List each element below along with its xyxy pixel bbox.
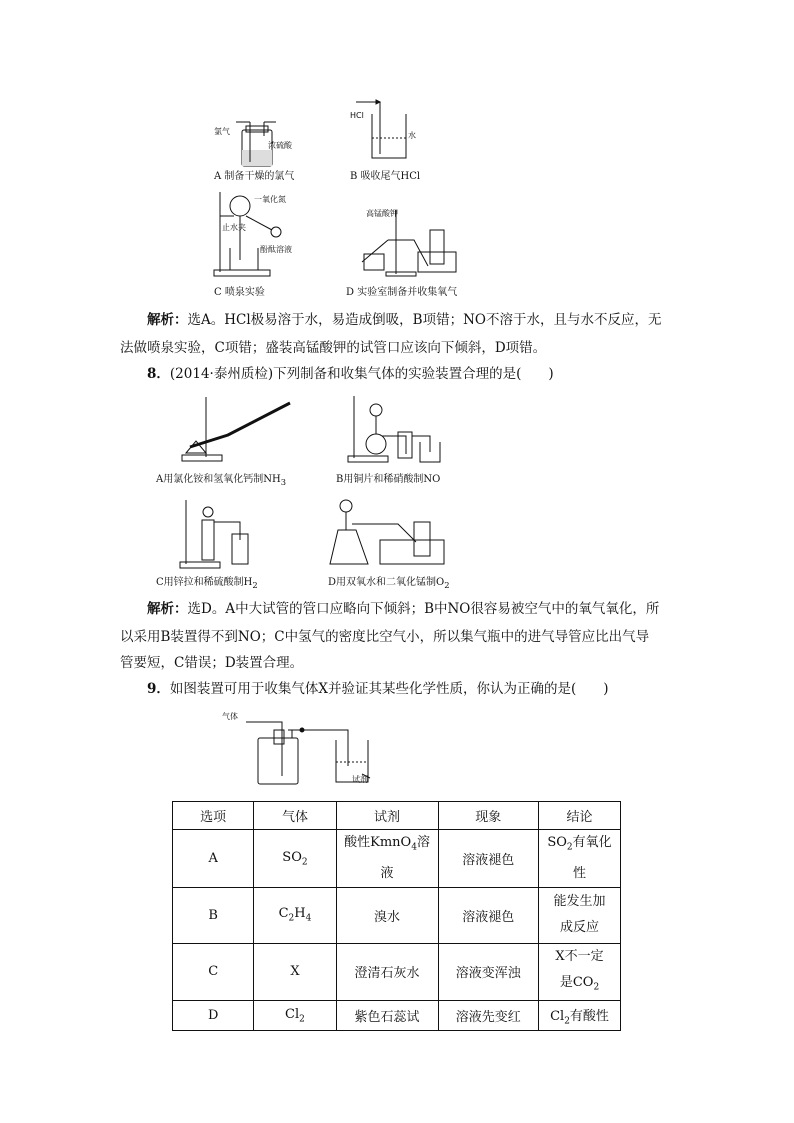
q7b-gas-label: HCl [350, 111, 364, 120]
cell-gas: $C_2H_4$ [254, 887, 336, 943]
q8-figure-d [328, 494, 448, 570]
cell-reagent: 紫色石蕊试 [336, 1001, 438, 1031]
cell-phenomenon: 溶液先变红 [438, 1001, 539, 1031]
q7c-clip-label: 止水夹 [222, 223, 246, 232]
cell-conclusion: $SO_2$有氧化 性 [539, 830, 621, 888]
q7-analysis [147, 306, 687, 334]
q8-caption-a: A用氯化铵和氢氧化钙制$NH_3$ [156, 474, 287, 487]
cell-phenomenon: 溶液褪色 [438, 830, 539, 888]
q7-analysis-line2: 法做喷泉实验，C项错；盛装高锰酸钾的试管口应该向下倾斜，D项错。 [120, 340, 547, 356]
table-row [173, 1001, 621, 1031]
header-gas: 气体 [254, 802, 336, 830]
q9-figure [222, 710, 372, 790]
cell-conclusion: X不一定 是$CO_2$ [539, 943, 621, 1001]
q7-caption-d: D 实验室制备并收集氧气 [346, 287, 458, 298]
q7-figure-c [212, 190, 302, 278]
q7-figure-a [214, 118, 304, 170]
q9-stem-text: 如图装置可用于收集气体X并验证其某些化学性质，你认为正确的是( ) [169, 681, 609, 697]
q7c-flask-label: 一氧化氮 [254, 195, 286, 204]
q8-caption-b: B用铜片和稀硝酸制NO [336, 474, 441, 485]
table-row [173, 943, 621, 1001]
cell-conclusion: 能发生加 成反应 [539, 887, 621, 943]
q7a-reagent-label: 浓硫酸 [268, 141, 292, 150]
q8-analysis-line3: 管要短，C错误；D装置合理。 [120, 655, 304, 671]
q8-caption-d: D用双氧水和二氧化锰制$O_2$ [328, 577, 450, 590]
q7-caption-a: A 制备干燥的氯气 [214, 171, 295, 182]
header-phenomenon: 现象 [438, 802, 539, 830]
q9-reagent-label: 试剂 [352, 775, 368, 784]
cell-phenomenon: 溶液褪色 [438, 887, 539, 943]
q8-stem [147, 360, 707, 388]
cell-option: C [173, 943, 254, 1001]
table-header-row [173, 802, 621, 830]
header-conclusion: 结论 [539, 802, 621, 830]
cell-conclusion: $Cl_2$有酸性 [539, 1001, 621, 1031]
q8-analysis [147, 595, 687, 623]
cell-gas: $Cl_2$ [254, 1001, 336, 1031]
cell-reagent: 酸性KmnO$_4$溶 液 [336, 830, 438, 888]
q9-options-table [172, 801, 621, 1031]
q9-number: 9． [147, 681, 170, 697]
q7-caption-b: B 吸收尾气HCl [350, 171, 421, 182]
q8-analysis-line1: 选D。A中大试管的管口应略向下倾斜；B中NO很容易被空气中的氧气氧化，所 [187, 601, 660, 617]
q7-analysis-line1: 选A。HCl极易溶于水，易造成倒吸，B项错；NO不溶于水，且与水不反应，无 [187, 312, 662, 328]
q7-figure-d [358, 200, 458, 278]
q9-gas-label: 气体 [222, 712, 238, 721]
q7-caption-c: C 喷泉实验 [214, 287, 265, 298]
q7-analysis-label: 解析： [147, 312, 188, 328]
cell-phenomenon: 溶液变浑浊 [438, 943, 539, 1001]
cell-reagent: 澄清石灰水 [336, 943, 438, 1001]
q7d-reagent-label: 高锰酸钾 [366, 209, 398, 218]
table-row [173, 887, 621, 943]
q7a-gas-label: 氯气 [214, 127, 230, 136]
cell-option: D [173, 1001, 254, 1031]
q8-analysis-line2: 以采用B装置得不到NO；C中氢气的密度比空气小，所以集气瓶中的进气导管应比出气导 [120, 629, 650, 645]
cell-option: A [173, 830, 254, 888]
q8-stem-text: (2014·泰州质检)下列制备和收集气体的实验装置合理的是( ) [169, 366, 554, 382]
header-reagent: 试剂 [336, 802, 438, 830]
cell-gas: $SO_2$ [254, 830, 336, 888]
header-option: 选项 [173, 802, 254, 830]
q7c-solution-label: 酚酞溶液 [260, 245, 292, 254]
q8-figure-a [176, 395, 296, 467]
q8-analysis-label: 解析： [147, 601, 188, 617]
q7b-liquid-label: 水 [408, 131, 416, 140]
cell-reagent: 溴水 [336, 887, 438, 943]
table-row [173, 830, 621, 888]
cell-gas: X [254, 943, 336, 1001]
q9-stem [147, 675, 707, 703]
q8-figure-c [176, 498, 266, 570]
q8-caption-c: C用锌拉和稀硫酸制$H_2$ [156, 577, 258, 590]
q7-figure-b [350, 98, 420, 164]
q8-figure-b [346, 394, 446, 466]
q8-number: 8． [147, 366, 170, 382]
cell-option: B [173, 887, 254, 943]
